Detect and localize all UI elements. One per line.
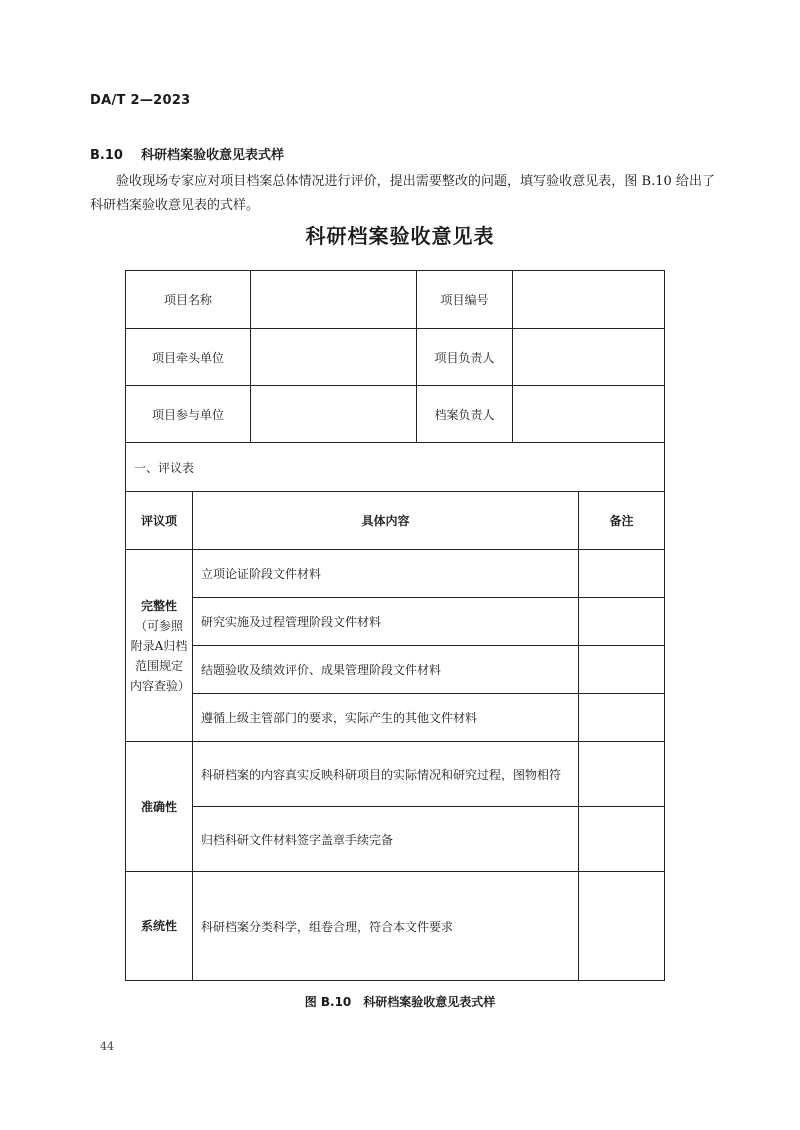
info-row bbox=[126, 329, 665, 386]
column-header-review-item: 评议项 bbox=[126, 492, 193, 550]
info-value-project-leader[interactable] bbox=[513, 329, 665, 386]
page-number: 44 bbox=[100, 1040, 114, 1053]
remarks-cell[interactable] bbox=[579, 742, 665, 807]
category-note: （可参照附录A归档范围规定内容查验） bbox=[130, 618, 191, 693]
info-row bbox=[126, 386, 665, 443]
table-row bbox=[126, 742, 665, 807]
table-row bbox=[126, 598, 665, 646]
review-item: 科研档案分类科学，组卷合理，符合本文件要求 bbox=[193, 872, 579, 981]
figure-caption bbox=[0, 993, 800, 1010]
form-title: 科研档案验收意见表 bbox=[305, 224, 495, 248]
remarks-cell[interactable] bbox=[579, 550, 665, 598]
review-item: 归档科研文件材料签字盖章手续完备 bbox=[193, 807, 579, 872]
review-section-row bbox=[126, 443, 665, 492]
category-systematic bbox=[126, 872, 193, 981]
info-label-project-leader: 项目负责人 bbox=[417, 329, 513, 386]
info-label-archive-leader: 档案负责人 bbox=[417, 386, 513, 443]
info-label-project-name: 项目名称 bbox=[126, 271, 251, 329]
review-item: 遵循上级主管部门的要求，实际产生的其他文件材料 bbox=[193, 694, 579, 742]
info-value-project-number[interactable] bbox=[513, 271, 665, 329]
review-section-title: 一、评议表 bbox=[126, 443, 665, 492]
remarks-cell[interactable] bbox=[579, 807, 665, 872]
section-heading bbox=[90, 144, 284, 163]
info-value-lead-unit[interactable] bbox=[251, 329, 417, 386]
table-row bbox=[126, 550, 665, 598]
table-row bbox=[126, 807, 665, 872]
figure-title: 科研档案验收意见表式样 bbox=[363, 995, 496, 1009]
table-row bbox=[126, 646, 665, 694]
info-value-participating-unit[interactable] bbox=[251, 386, 417, 443]
info-label-lead-unit: 项目牵头单位 bbox=[126, 329, 251, 386]
review-header-row bbox=[126, 492, 665, 550]
remarks-cell[interactable] bbox=[579, 872, 665, 981]
info-row bbox=[126, 271, 665, 329]
table-row bbox=[126, 694, 665, 742]
table-row bbox=[126, 872, 665, 981]
review-item: 结题验收及绩效评价、成果管理阶段文件材料 bbox=[193, 646, 579, 694]
info-label-project-number: 项目编号 bbox=[417, 271, 513, 329]
category-name: 准确性 bbox=[140, 799, 177, 814]
remarks-cell[interactable] bbox=[579, 646, 665, 694]
section-number: B.10 bbox=[90, 148, 123, 163]
category-accuracy bbox=[126, 742, 193, 872]
acceptance-form-table bbox=[125, 270, 665, 981]
figure-number: 图 B.10 bbox=[304, 995, 352, 1009]
document-code: DA/T 2—2023 bbox=[90, 93, 191, 108]
category-name: 系统性 bbox=[140, 919, 177, 933]
remarks-cell[interactable] bbox=[579, 598, 665, 646]
column-header-content: 具体内容 bbox=[193, 492, 579, 550]
info-label-participating-unit: 项目参与单位 bbox=[126, 386, 251, 443]
category-name: 完整性 bbox=[140, 598, 177, 613]
info-value-archive-leader[interactable] bbox=[513, 386, 665, 443]
review-item: 研究实施及过程管理阶段文件材料 bbox=[193, 598, 579, 646]
category-completeness bbox=[126, 550, 193, 742]
review-item: 立项论证阶段文件材料 bbox=[193, 550, 579, 598]
review-item: 科研档案的内容真实反映科研项目的实际情况和研究过程，图物相符 bbox=[193, 742, 579, 807]
column-header-remarks: 备注 bbox=[579, 492, 665, 550]
info-value-project-name[interactable] bbox=[251, 271, 417, 329]
remarks-cell[interactable] bbox=[579, 694, 665, 742]
section-title: 科研档案验收意见表式样 bbox=[140, 148, 284, 163]
intro-paragraph: 验收现场专家应对项目档案总体情况进行评价，提出需要整改的问题，填写验收意见表，图 B.10 给出了科研档案验收意见表的式样。 bbox=[90, 174, 715, 213]
